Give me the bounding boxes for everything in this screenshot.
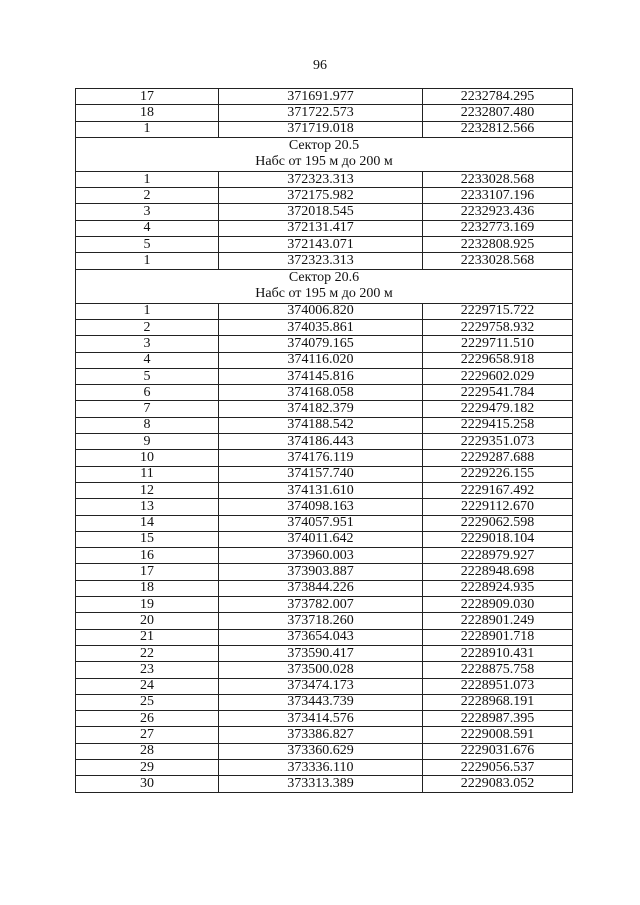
point-number-cell: 16	[76, 548, 219, 564]
table-row	[76, 515, 573, 531]
y-coordinate-cell: 2229479.182	[423, 401, 573, 417]
table-row	[76, 121, 573, 137]
y-coordinate-cell: 2229018.104	[423, 531, 573, 547]
point-number-cell: 17	[76, 89, 219, 105]
table-row	[76, 711, 573, 727]
table-row	[76, 613, 573, 629]
y-coordinate-cell: 2229112.670	[423, 499, 573, 515]
x-coordinate-cell: 374157.740	[219, 466, 423, 482]
point-number-cell: 17	[76, 564, 219, 580]
x-coordinate-cell: 371691.977	[219, 89, 423, 105]
y-coordinate-cell: 2228910.431	[423, 645, 573, 661]
page-number: 96	[313, 58, 327, 73]
x-coordinate-cell: 373590.417	[219, 645, 423, 661]
y-coordinate-cell: 2228901.249	[423, 613, 573, 629]
x-coordinate-cell: 373903.887	[219, 564, 423, 580]
y-coordinate-cell: 2229287.688	[423, 450, 573, 466]
x-coordinate-cell: 374186.443	[219, 434, 423, 450]
point-number-cell: 4	[76, 352, 219, 368]
point-number-cell: 1	[76, 171, 219, 187]
coordinates-table	[75, 88, 573, 793]
table-row	[76, 466, 573, 482]
point-number-cell: 19	[76, 597, 219, 613]
y-coordinate-cell: 2232923.436	[423, 204, 573, 220]
point-number-cell: 28	[76, 743, 219, 759]
point-number-cell: 21	[76, 629, 219, 645]
x-coordinate-cell: 374057.951	[219, 515, 423, 531]
table-row	[76, 303, 573, 319]
x-coordinate-cell: 372323.313	[219, 253, 423, 269]
point-number-cell: 14	[76, 515, 219, 531]
x-coordinate-cell: 372323.313	[219, 171, 423, 187]
sector-header-row	[76, 269, 573, 303]
point-number-cell: 26	[76, 711, 219, 727]
table-row	[76, 171, 573, 187]
point-number-cell: 13	[76, 499, 219, 515]
table-row	[76, 727, 573, 743]
table-row	[76, 548, 573, 564]
point-number-cell: 5	[76, 237, 219, 253]
point-number-cell: 23	[76, 662, 219, 678]
y-coordinate-cell: 2232807.480	[423, 105, 573, 121]
y-coordinate-cell: 2229758.932	[423, 319, 573, 335]
x-coordinate-cell: 372131.417	[219, 220, 423, 236]
x-coordinate-cell: 373960.003	[219, 548, 423, 564]
point-number-cell: 25	[76, 694, 219, 710]
x-coordinate-cell: 374011.642	[219, 531, 423, 547]
sector-title: Сектор 20.6	[288, 269, 360, 285]
point-number-cell: 27	[76, 727, 219, 743]
x-coordinate-cell: 372018.545	[219, 204, 423, 220]
x-coordinate-cell: 373782.007	[219, 597, 423, 613]
y-coordinate-cell: 2229658.918	[423, 352, 573, 368]
x-coordinate-cell: 373360.629	[219, 743, 423, 759]
table-row	[76, 450, 573, 466]
table-row	[76, 204, 573, 220]
sector-header-cell	[76, 137, 573, 171]
y-coordinate-cell: 2228948.698	[423, 564, 573, 580]
point-number-cell: 2	[76, 188, 219, 204]
x-coordinate-cell: 372175.982	[219, 188, 423, 204]
y-coordinate-cell: 2228924.935	[423, 580, 573, 596]
y-coordinate-cell: 2233028.568	[423, 171, 573, 187]
point-number-cell: 9	[76, 434, 219, 450]
y-coordinate-cell: 2229167.492	[423, 482, 573, 498]
table-row	[76, 743, 573, 759]
table-row	[76, 188, 573, 204]
point-number-cell: 1	[76, 121, 219, 137]
point-number-cell: 7	[76, 401, 219, 417]
y-coordinate-cell: 2229715.722	[423, 303, 573, 319]
table-row	[76, 645, 573, 661]
y-coordinate-cell: 2228909.030	[423, 597, 573, 613]
point-number-cell: 4	[76, 220, 219, 236]
x-coordinate-cell: 373414.576	[219, 711, 423, 727]
table-row	[76, 105, 573, 121]
table-row	[76, 385, 573, 401]
point-number-cell: 6	[76, 385, 219, 401]
x-coordinate-cell: 371722.573	[219, 105, 423, 121]
y-coordinate-cell: 2233028.568	[423, 253, 573, 269]
point-number-cell: 18	[76, 580, 219, 596]
y-coordinate-cell: 2229415.258	[423, 417, 573, 433]
y-coordinate-cell: 2232773.169	[423, 220, 573, 236]
table-row	[76, 629, 573, 645]
point-number-cell: 30	[76, 776, 219, 792]
point-number-cell: 11	[76, 466, 219, 482]
x-coordinate-cell: 374035.861	[219, 319, 423, 335]
point-number-cell: 5	[76, 368, 219, 384]
table-row	[76, 597, 573, 613]
y-coordinate-cell: 2232808.925	[423, 237, 573, 253]
x-coordinate-cell: 373474.173	[219, 678, 423, 694]
table-row	[76, 237, 573, 253]
y-coordinate-cell: 2229008.591	[423, 727, 573, 743]
y-coordinate-cell: 2228951.073	[423, 678, 573, 694]
sector-title: Сектор 20.5	[288, 137, 360, 153]
x-coordinate-cell: 372143.071	[219, 237, 423, 253]
y-coordinate-cell: 2232812.566	[423, 121, 573, 137]
y-coordinate-cell: 2229056.537	[423, 759, 573, 775]
x-coordinate-cell: 374116.020	[219, 352, 423, 368]
point-number-cell: 2	[76, 319, 219, 335]
y-coordinate-cell: 2229226.155	[423, 466, 573, 482]
x-coordinate-cell: 374006.820	[219, 303, 423, 319]
point-number-cell: 29	[76, 759, 219, 775]
y-coordinate-cell: 2232784.295	[423, 89, 573, 105]
y-coordinate-cell: 2229062.598	[423, 515, 573, 531]
x-coordinate-cell: 374098.163	[219, 499, 423, 515]
y-coordinate-cell: 2228875.758	[423, 662, 573, 678]
y-coordinate-cell: 2228901.718	[423, 629, 573, 645]
x-coordinate-cell: 374176.119	[219, 450, 423, 466]
table-row	[76, 319, 573, 335]
x-coordinate-cell: 374145.816	[219, 368, 423, 384]
y-coordinate-cell: 2229083.052	[423, 776, 573, 792]
y-coordinate-cell: 2229541.784	[423, 385, 573, 401]
point-number-cell: 18	[76, 105, 219, 121]
table-row	[76, 759, 573, 775]
x-coordinate-cell: 373500.028	[219, 662, 423, 678]
y-coordinate-cell: 2229031.676	[423, 743, 573, 759]
sector-header-row	[76, 137, 573, 171]
table-row	[76, 531, 573, 547]
point-number-cell: 10	[76, 450, 219, 466]
y-coordinate-cell: 2229711.510	[423, 336, 573, 352]
point-number-cell: 1	[76, 303, 219, 319]
x-coordinate-cell: 374182.379	[219, 401, 423, 417]
x-coordinate-cell: 373386.827	[219, 727, 423, 743]
table-row	[76, 368, 573, 384]
x-coordinate-cell: 374168.058	[219, 385, 423, 401]
sector-header-cell	[76, 269, 573, 303]
x-coordinate-cell: 373654.043	[219, 629, 423, 645]
table-row	[76, 89, 573, 105]
x-coordinate-cell: 374188.542	[219, 417, 423, 433]
x-coordinate-cell: 373443.739	[219, 694, 423, 710]
table-row	[76, 352, 573, 368]
sector-subtitle: Набс от 195 м до 200 м	[255, 286, 393, 302]
x-coordinate-cell: 373718.260	[219, 613, 423, 629]
y-coordinate-cell: 2228987.395	[423, 711, 573, 727]
point-number-cell: 3	[76, 204, 219, 220]
x-coordinate-cell: 374079.165	[219, 336, 423, 352]
y-coordinate-cell: 2233107.196	[423, 188, 573, 204]
point-number-cell: 12	[76, 482, 219, 498]
x-coordinate-cell: 373336.110	[219, 759, 423, 775]
table-row	[76, 564, 573, 580]
y-coordinate-cell: 2229602.029	[423, 368, 573, 384]
table-row	[76, 482, 573, 498]
table-row	[76, 434, 573, 450]
x-coordinate-cell: 374131.610	[219, 482, 423, 498]
y-coordinate-cell: 2228968.191	[423, 694, 573, 710]
x-coordinate-cell: 371719.018	[219, 121, 423, 137]
point-number-cell: 3	[76, 336, 219, 352]
x-coordinate-cell: 373844.226	[219, 580, 423, 596]
table-row	[76, 417, 573, 433]
sector-subtitle: Набс от 195 м до 200 м	[255, 154, 393, 170]
table-row	[76, 401, 573, 417]
y-coordinate-cell: 2229351.073	[423, 434, 573, 450]
table-row	[76, 776, 573, 792]
point-number-cell: 22	[76, 645, 219, 661]
table-row	[76, 694, 573, 710]
x-coordinate-cell: 373313.389	[219, 776, 423, 792]
table-row	[76, 678, 573, 694]
coordinates-table-body	[76, 89, 573, 793]
point-number-cell: 24	[76, 678, 219, 694]
point-number-cell: 8	[76, 417, 219, 433]
y-coordinate-cell: 2228979.927	[423, 548, 573, 564]
table-row	[76, 220, 573, 236]
table-row	[76, 336, 573, 352]
table-row	[76, 580, 573, 596]
point-number-cell: 1	[76, 253, 219, 269]
point-number-cell: 20	[76, 613, 219, 629]
table-row	[76, 499, 573, 515]
table-row	[76, 662, 573, 678]
point-number-cell: 15	[76, 531, 219, 547]
table-row	[76, 253, 573, 269]
